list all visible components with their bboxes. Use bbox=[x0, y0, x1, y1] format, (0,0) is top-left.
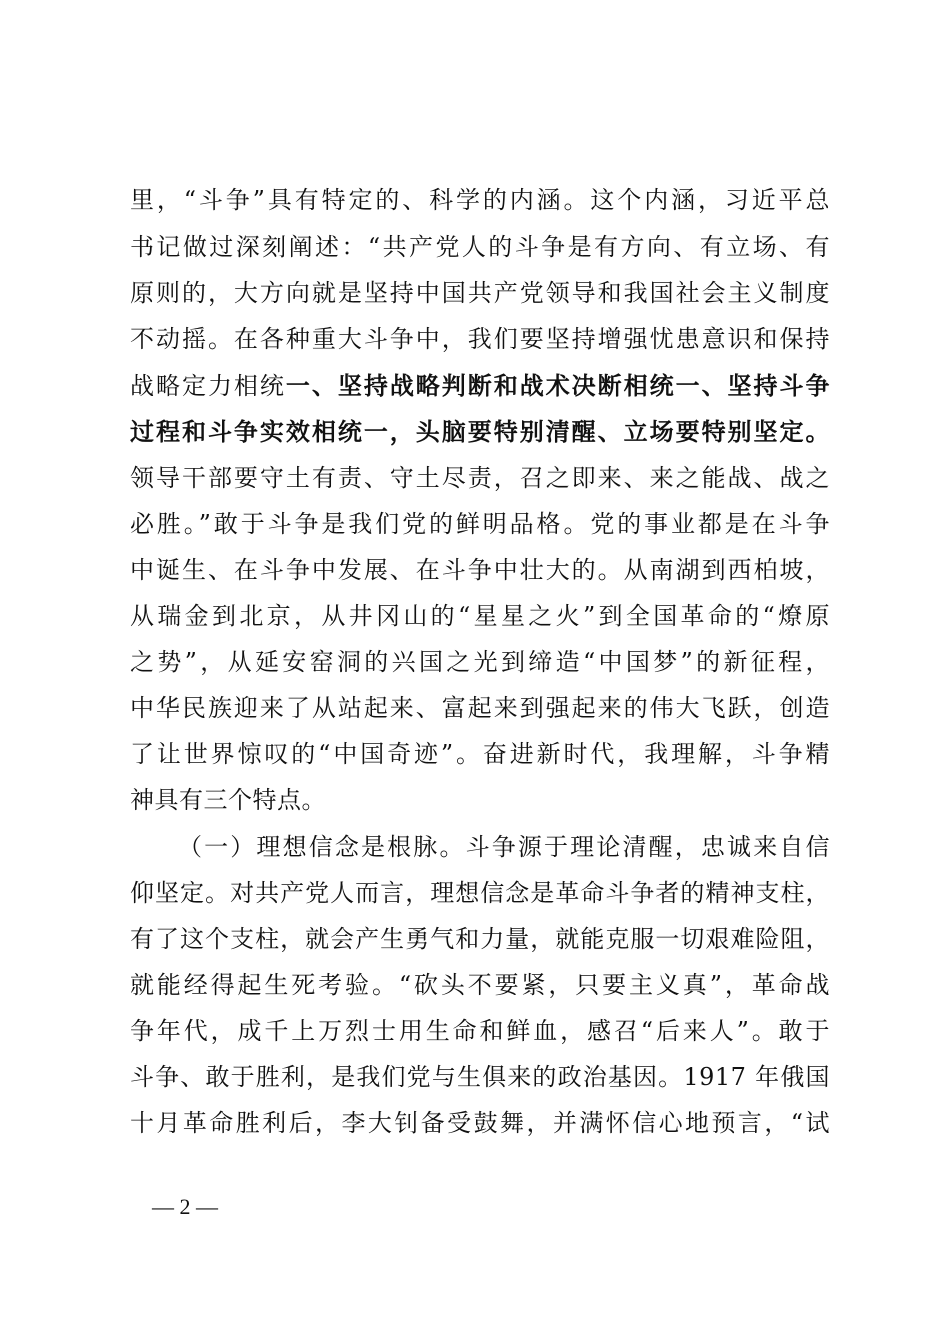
text-line: 领导干部要守土有责、守土尽责，召之即来、来之能战、战之 bbox=[130, 464, 830, 492]
text-line: 必胜。”敢于斗争是我们党的鲜明品格。党的事业都是在斗争 bbox=[130, 510, 830, 538]
bold-text-line: 过程和斗争实效相统一，头脑要特别清醒、立场要特别坚定。 bbox=[130, 417, 830, 446]
text-line: 之势”，从延安窑洞的兴国之光到缔造“中国梦”的新征程， bbox=[130, 648, 830, 676]
text-line: 就能经得起生死考验。“砍头不要紧，只要主义真”，革命战 bbox=[130, 971, 830, 999]
text-line: 有了这个支柱，就会产生勇气和力量，就能克服一切艰难险阻， bbox=[130, 925, 830, 953]
text-line: 里，“斗争”具有特定的、科学的内涵。这个内涵，习近平总 bbox=[130, 186, 830, 214]
text-line-mixed bbox=[130, 366, 830, 406]
text-line: 书记做过深刻阐述：“共产党人的斗争是有方向、有立场、有 bbox=[130, 233, 830, 261]
text-line: 中华民族迎来了从站起来、富起来到强起来的伟大飞跃，创造 bbox=[130, 694, 830, 722]
text-line: 从瑞金到北京，从井冈山的“星星之火”到全国革命的“燎原 bbox=[130, 602, 830, 630]
bold-text-segment: 一、坚持战略判断和战术决断相统一、坚持斗争 bbox=[285, 371, 831, 400]
text-line: 神具有三个特点。 bbox=[130, 786, 326, 814]
text-line: 争年代，成千上万烈士用生命和鲜血，感召“后来人”。敢于 bbox=[130, 1017, 830, 1045]
text-line: 了让世界惊叹的“中国奇迹”。奋进新时代，我理解，斗争精 bbox=[130, 740, 830, 768]
text-line: 十月革命胜利后，李大钊备受鼓舞，并满怀信心地预言，“试 bbox=[130, 1109, 830, 1137]
text-line: 斗争、敢于胜利，是我们党与生俱来的政治基因。1917 年俄国 bbox=[130, 1063, 830, 1091]
text-line: 中诞生、在斗争中发展、在斗争中壮大的。从南湖到西柏坡， bbox=[130, 556, 830, 584]
text-segment: 战略定力相统 bbox=[130, 372, 286, 400]
page-number: — 2 — bbox=[152, 1194, 218, 1219]
text-line: 不动摇。在各种重大斗争中，我们要坚持增强忧患意识和保持 bbox=[130, 325, 830, 353]
section-heading-line: （一）理想信念是根脉。斗争源于理论清醒，忠诚来自信 bbox=[178, 833, 830, 861]
text-line: 原则的，大方向就是坚持中国共产党领导和我国社会主义制度 bbox=[130, 279, 830, 307]
text-line: 仰坚定。对共产党人而言，理想信念是革命斗争者的精神支柱， bbox=[130, 879, 830, 907]
